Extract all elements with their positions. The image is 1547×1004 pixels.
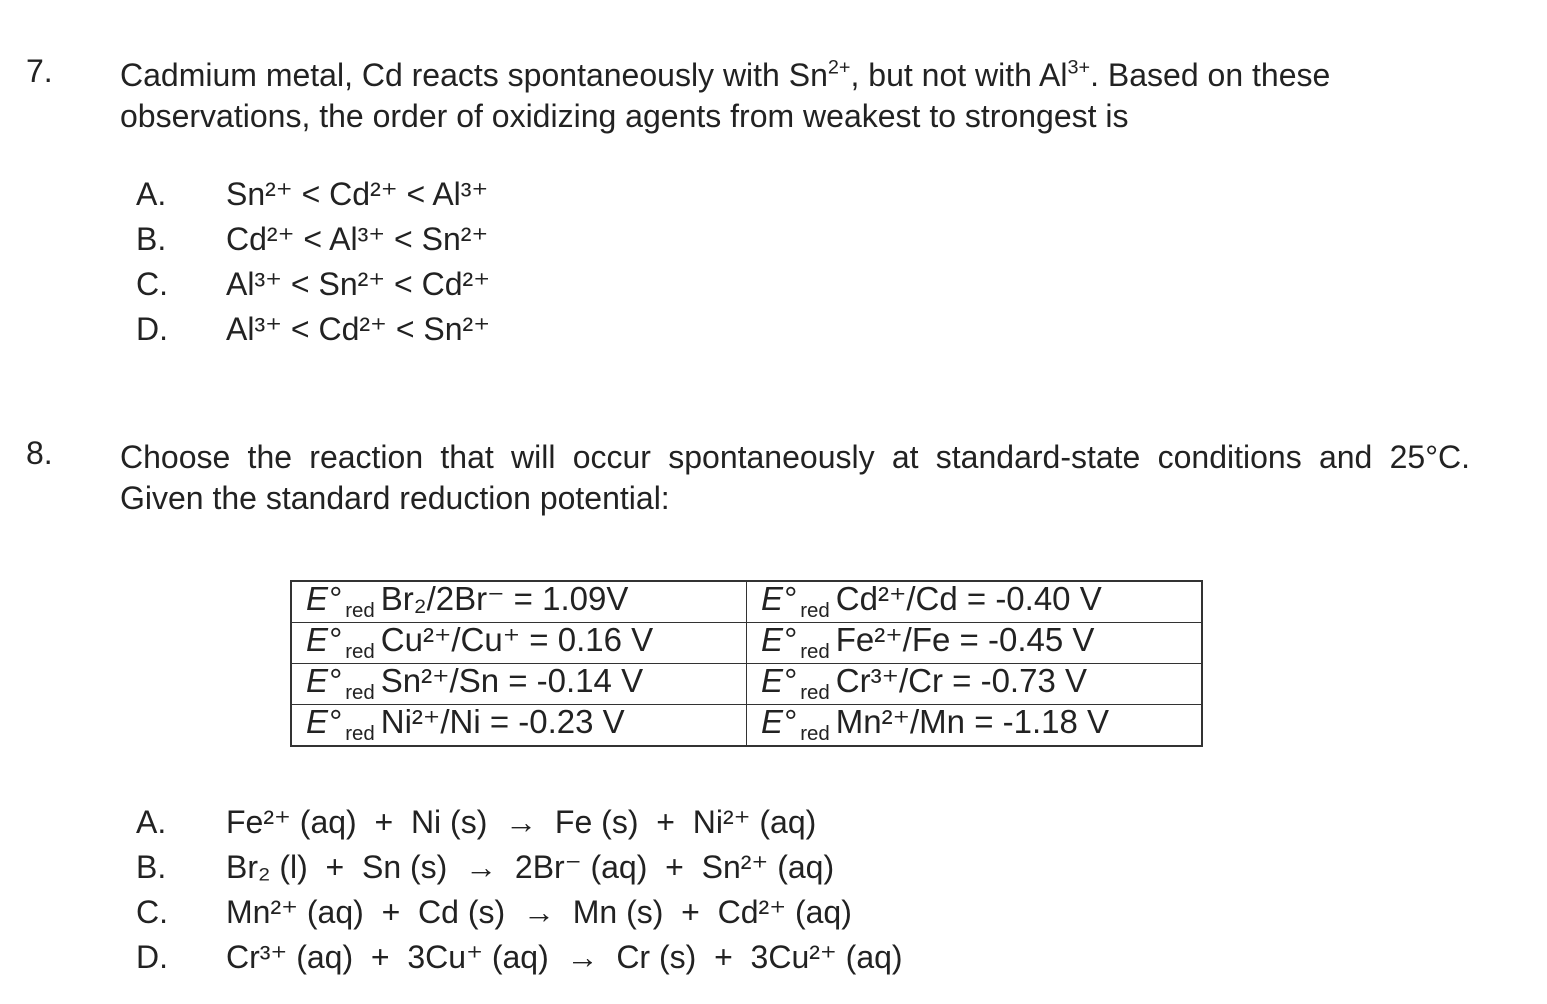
question-number: 8. <box>26 435 53 471</box>
potential-cell <box>747 623 1203 664</box>
potential-value: Mn²⁺/Mn = -1.18 V <box>835 703 1110 741</box>
potential-symbol: E° <box>306 580 342 618</box>
option-text: Cd²⁺ < Al³⁺ < Sn²⁺ <box>226 221 489 257</box>
potential-subscript: red <box>345 722 375 746</box>
table-row <box>291 664 1202 705</box>
question-number: 7. <box>26 53 53 89</box>
option-text: Sn²⁺ < Cd²⁺ < Al³⁺ <box>226 176 489 212</box>
potential-value: Cr³⁺/Cr = -0.73 V <box>835 662 1087 700</box>
option-text: Br₂ (l) + Sn (s) → 2Br⁻ (aq) + Sn²⁺ (aq) <box>226 849 835 885</box>
question-text: Choose the reaction that will occur spontaneously at standard-state conditions and 25°C. Given the standard reduction potential: <box>120 439 1470 516</box>
potential-value: Cu²⁺/Cu⁺ = 0.16 V <box>380 621 654 659</box>
worksheet-page: 7. Cadmium metal, Cd reacts spontaneously with $Sn^{2+}$, but not with $Al^{3+}$. Based on these observations, the order of oxidizing agents from weakest to strongest is A. Sn²⁺ < Cd²⁺ < Al³⁺ B. Cd²⁺ < Al³⁺ < Sn²⁺ C. Al³⁺ < Sn²⁺ < Cd²⁺ D. Al³⁺ < Cd²⁺ < Sn²⁺ 8. Choose the reaction that will occur spontaneously at standard-state conditions and 25°C. Given the standard reduction potential: E° $_{red}$ Br₂/2Br⁻ = 1.09V E° $_{red}$ Cd²⁺/Cd = -0.40 V E° $_{red}$ Cu²⁺/Cu⁺ = 0.16 V E° $_{red}$ Fe²⁺/Fe = -0.45 V E° $_{red}$ Sn²⁺/Sn = -0.14 V E° $_{red}$ Cr³⁺/Cr = -0.73 V E° $_{red}$ Ni²⁺/Ni = -0.23 V E° $_{red}$ Mn²⁺/Mn = -1.18 V A. Fe²⁺ (aq) + Ni (s) → Fe (s) + Ni²⁺ (aq) B. Br₂ (l) + Sn (s) → 2Br⁻ (aq) + Sn²⁺ (aq) C. Mn²⁺ (aq) + Cd (s) → Mn (s) + Cd²⁺ (aq) D. Cr³⁺ (aq) + 3Cu⁺ (aq) → Cr (s) + 3Cu²⁺ (aq) <box>26 53 1470 975</box>
potential-symbol: E° <box>761 580 797 618</box>
table-row <box>291 623 1202 664</box>
potential-subscript: red <box>345 681 375 705</box>
potential-symbol: E° <box>306 621 342 659</box>
table-row <box>291 581 1202 623</box>
potential-cell <box>291 664 747 705</box>
potential-value: Cd²⁺/Cd = -0.40 V <box>835 580 1102 618</box>
question-text: Cadmium metal, Cd reacts spontaneously with $Sn^{2+}$, but not with $Al^{3+}$. Based on these observations, the order of oxidizing agents from weakest to strongest is <box>120 56 1331 134</box>
potential-cell <box>747 705 1203 747</box>
potential-subscript: red <box>800 681 830 705</box>
potential-symbol: E° <box>761 621 797 659</box>
potential-symbol: E° <box>306 703 342 741</box>
option-text: Al³⁺ < Sn²⁺ < Cd²⁺ <box>226 266 491 302</box>
potential-subscript: red <box>800 640 830 664</box>
potential-subscript: red <box>800 599 830 623</box>
potential-value: Sn²⁺/Sn = -0.14 V <box>380 662 644 700</box>
potential-subscript: red <box>345 599 375 623</box>
table-row <box>291 705 1202 747</box>
potential-cell <box>747 664 1203 705</box>
option-text: Cr³⁺ (aq) + 3Cu⁺ (aq) → Cr (s) + 3Cu²⁺ (aq) <box>226 939 903 975</box>
potential-value: Fe²⁺/Fe = -0.45 V <box>835 621 1095 659</box>
potential-value: Br₂/2Br⁻ = 1.09V <box>380 580 629 618</box>
potential-subscript: red <box>345 640 375 664</box>
option-text: Mn²⁺ (aq) + Cd (s) → Mn (s) + Cd²⁺ (aq) <box>226 894 852 930</box>
potential-symbol: E° <box>306 662 342 700</box>
potential-symbol: E° <box>761 703 797 741</box>
potential-cell <box>747 581 1203 623</box>
potential-cell <box>291 581 747 623</box>
reduction-potential-table <box>290 580 1203 747</box>
potential-subscript: red <box>800 722 830 746</box>
potential-symbol: E° <box>761 662 797 700</box>
option-text: Al³⁺ < Cd²⁺ < Sn²⁺ <box>226 311 491 347</box>
potential-cell <box>291 705 747 747</box>
option-text: Fe²⁺ (aq) + Ni (s) → Fe (s) + Ni²⁺ (aq) <box>226 804 817 840</box>
potential-cell <box>291 623 747 664</box>
potential-value: Ni²⁺/Ni = -0.23 V <box>380 703 625 741</box>
